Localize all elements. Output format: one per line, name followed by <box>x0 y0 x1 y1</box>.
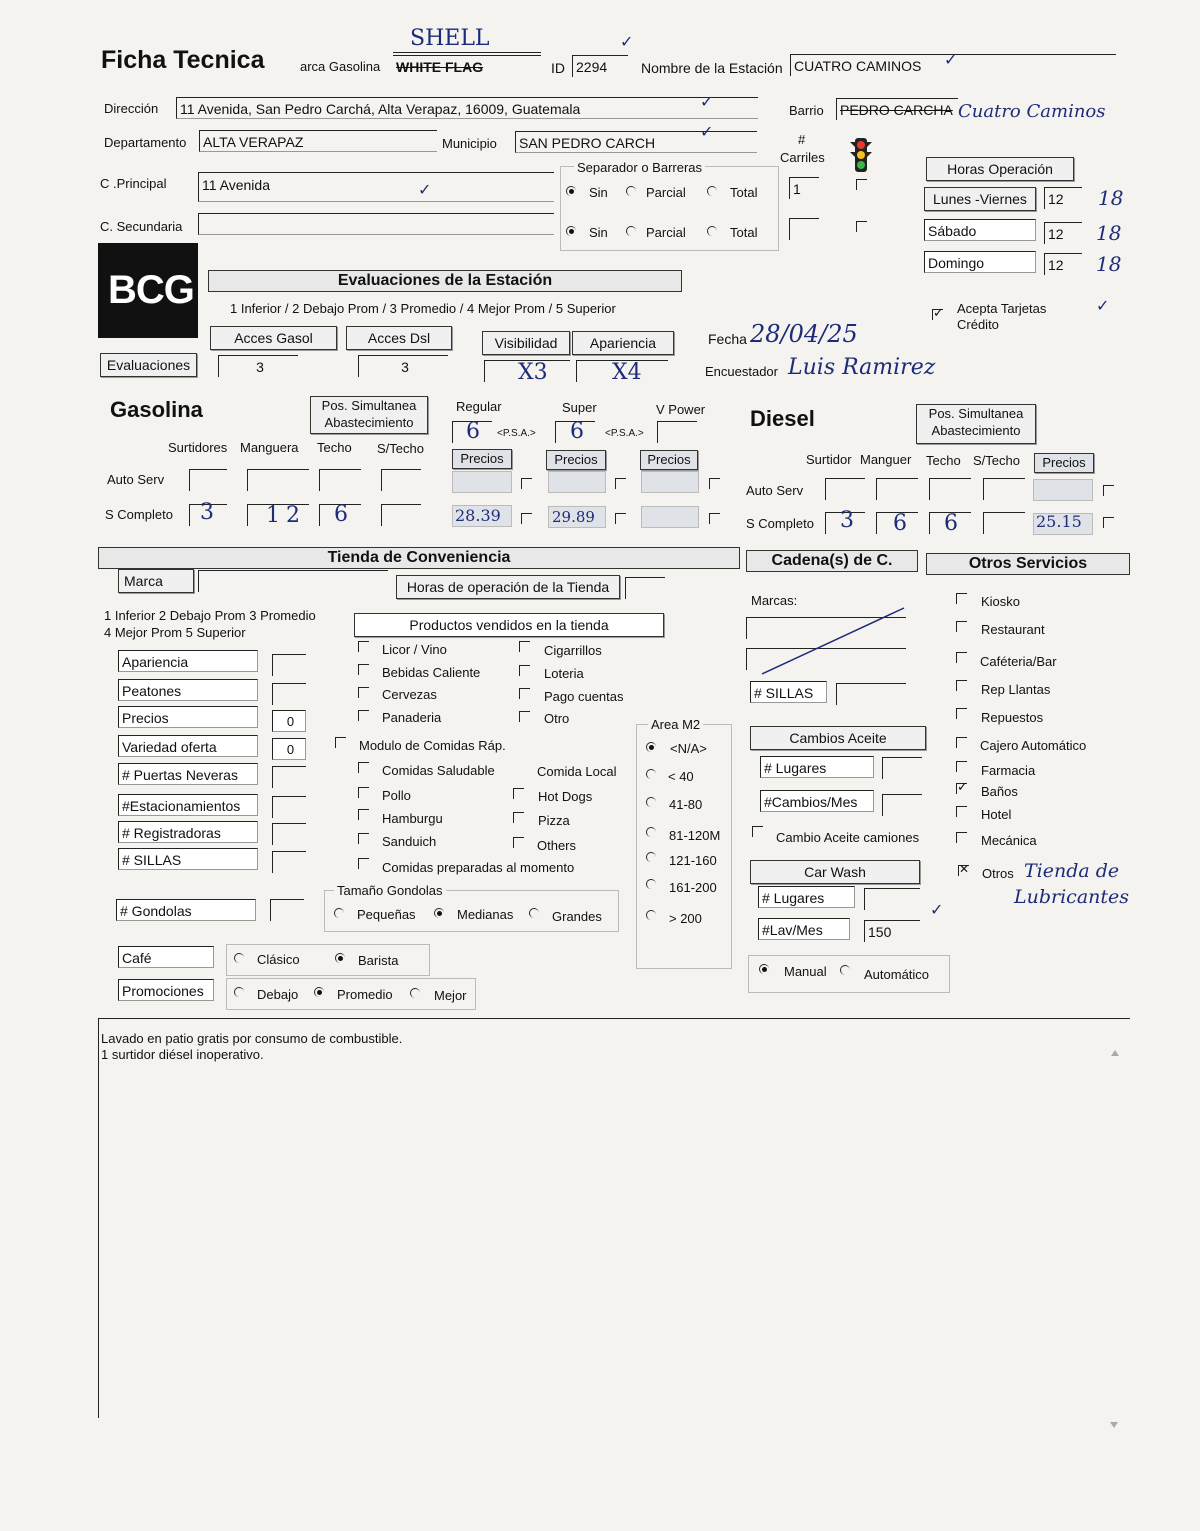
area-81-120-radio[interactable] <box>646 827 656 837</box>
marca-gasolina-field[interactable]: WHITE FLAG <box>393 55 541 77</box>
otros-repuestos-label: Repuestos <box>981 710 1044 725</box>
check-mark-icon: ✓ <box>700 94 714 111</box>
comidas-rapidas-checkbox[interactable] <box>335 737 346 748</box>
direccion-label: Dirección <box>104 101 159 116</box>
fecha-label: Fecha <box>708 331 747 347</box>
notes-scroll-down-icon[interactable] <box>1110 1422 1118 1428</box>
otros-cafeteria-label: Caféteria/Bar <box>980 654 1057 669</box>
area-m2-group <box>636 724 732 969</box>
producto-panaderia-checkbox[interactable] <box>358 710 369 721</box>
comida-preparadas-label: Comidas preparadas al momento <box>382 860 575 875</box>
carwash-manual-label: Manual <box>784 964 827 979</box>
check-mark-icon: ✓ <box>418 182 432 199</box>
cadena-marcas-label: Marcas: <box>751 593 798 608</box>
gas-as-techo-field[interactable] <box>319 469 361 491</box>
c-principal-label: C .Principal <box>100 176 167 191</box>
dsl-sc-checkbox[interactable] <box>1103 517 1114 528</box>
dsl-as-manguer-field[interactable] <box>876 478 918 500</box>
area-m2-title: Area M2 <box>648 717 703 732</box>
gondola-pequenas-label: Pequeñas <box>357 907 416 922</box>
cambios-aceite-header: Cambios Aceite <box>750 726 926 750</box>
otros-farmacia-checkbox[interactable] <box>956 761 967 772</box>
dsl-as-s-techo-field[interactable] <box>983 478 1025 500</box>
gas-sc-s-techo-field[interactable] <box>381 504 421 526</box>
aceite-lugares-field[interactable] <box>882 757 922 779</box>
gas-as-precio-vpower-field[interactable] <box>641 471 699 493</box>
cadena-sillas-label: # SILLAS <box>750 681 827 703</box>
comida-local-label: Comida Local <box>537 764 617 779</box>
gasolina-col-techo: Techo <box>317 440 352 455</box>
dsl-as-surtidor-field[interactable] <box>825 478 865 500</box>
rating-peatones-label: Peatones <box>118 679 258 701</box>
dsl-sc-s-techo-field[interactable] <box>983 512 1025 534</box>
acces-gasol-label: Acces Gasol <box>210 326 337 350</box>
car-wash-header: Car Wash <box>750 860 920 884</box>
regular-label: Regular <box>456 399 502 414</box>
vpower-psa-field[interactable] <box>657 421 697 443</box>
marca-gasolina-handwritten: SHELL <box>410 26 490 51</box>
encuestador-label: Encuestador <box>705 364 778 379</box>
comida-hamburgu-checkbox[interactable] <box>358 809 369 820</box>
horas-lunes-handwritten: 18 <box>1098 186 1124 210</box>
gas-as-manguera-field[interactable] <box>247 469 309 491</box>
id-label: ID <box>551 60 565 76</box>
carwash-automatico-label: Automático <box>864 967 930 982</box>
carriles-label: Carriles <box>780 150 825 165</box>
direccion-field[interactable]: 11 Avenida, San Pedro Carchá, Alta Verapaz, 16009, Guatemala <box>176 97 758 119</box>
notes-line1: Lavado en patio gratis por consumo de combustible. <box>101 1031 403 1046</box>
comida-preparadas-checkbox[interactable] <box>358 858 369 869</box>
producto-cervezas-checkbox[interactable] <box>358 687 369 698</box>
producto-otro-checkbox[interactable] <box>519 711 530 722</box>
gas-as-precio-regular-field[interactable] <box>452 471 512 493</box>
gas-as-precio-super-field[interactable] <box>548 471 606 493</box>
separador-title: Separador o Barreras <box>574 160 705 175</box>
separador-row1-total-label: Total <box>730 185 758 200</box>
producto-loteria-label: Loteria <box>544 666 584 681</box>
nombre-estacion-label: Nombre de la Estación <box>641 60 783 76</box>
otros-otros-checkbox[interactable] <box>958 865 969 876</box>
vpower-label: V Power <box>656 402 706 417</box>
carriles-row2-checkbox[interactable] <box>856 221 867 232</box>
diesel-precios-label: Precios <box>1034 453 1094 473</box>
carriles-row1-checkbox[interactable] <box>856 179 867 190</box>
cafe-clasico-radio[interactable] <box>234 953 244 963</box>
dsl-sc-techo-handwritten: 6 <box>944 511 958 536</box>
area-121-160-radio[interactable] <box>646 852 656 862</box>
comida-hamburgu-label: Hamburgu <box>382 811 443 826</box>
promociones-label: Promociones <box>118 979 214 1001</box>
comidas-rapidas-label: Modulo de Comidas Ráp. <box>359 738 506 753</box>
notes-line2: 1 surtidor diésel inoperativo. <box>101 1047 264 1062</box>
aceite-camiones-label: Cambio Aceite camiones <box>776 830 920 845</box>
otros-cafeteria-checkbox[interactable] <box>956 652 967 663</box>
area-na-radio[interactable] <box>646 742 656 752</box>
diesel-col-s-techo: S/Techo <box>973 453 1020 468</box>
comida-others-label: Others <box>537 838 577 853</box>
barrio-field[interactable]: PEDRO CARCHA <box>836 98 958 120</box>
bcg-logo-text: BCG <box>108 268 194 312</box>
apariencia-label: Apariencia <box>572 331 674 355</box>
horas-lunes-label: Lunes -Viernes <box>924 187 1036 211</box>
area-161-200-radio[interactable] <box>646 879 656 889</box>
horas-sabado-label: Sábado <box>924 219 1036 241</box>
horas-sabado-field[interactable]: 12 <box>1044 222 1082 244</box>
gas-sc-regular-checkbox[interactable] <box>521 513 532 524</box>
gondolas-count-label: # Gondolas <box>116 899 256 921</box>
barrio-label: Barrio <box>789 103 824 118</box>
diesel-s-completo-label: S Completo <box>746 516 814 531</box>
gas-sc-manguera-handwritten: 12 <box>266 503 306 528</box>
acepta-tarjetas-label: Acepta Tarjetas Crédito <box>957 301 1047 332</box>
diesel-title: Diesel <box>750 406 815 431</box>
cafe-clasico-label: Clásico <box>257 952 300 967</box>
fecha-handwritten: 28/04/25 <box>750 320 858 348</box>
otros-otros-label: Otros <box>982 866 1014 881</box>
departamento-field[interactable]: ALTA VERAPAZ <box>199 130 437 152</box>
dsl-as-techo-field[interactable] <box>929 478 971 500</box>
super-psa-marker: <P.S.A.> <box>605 428 644 439</box>
cadena-header: Cadena(s) de C. <box>746 550 918 572</box>
rating-puertas-field[interactable] <box>272 766 306 788</box>
gas-sc-vpower-checkbox[interactable] <box>709 513 720 524</box>
gasolina-precios-regular-label: Precios <box>452 449 512 469</box>
rating-sillas-label: # SILLAS <box>118 848 258 870</box>
separador-row1-sin-label: Sin <box>589 185 608 200</box>
area-41-80-label: 41-80 <box>669 797 703 812</box>
aceite-camiones-checkbox[interactable] <box>752 826 763 837</box>
evaluaciones-row-label: Evaluaciones <box>100 353 197 377</box>
municipio-label: Municipio <box>442 136 497 151</box>
gasolina-precios-super-label: Precios <box>546 450 606 470</box>
gas-sc-precio-super-handwritten: 29.89 <box>552 508 595 526</box>
cafe-barista-radio[interactable] <box>335 953 345 963</box>
rating-sillas-field[interactable] <box>272 851 306 873</box>
separador-row1-total-radio[interactable] <box>707 186 717 196</box>
otros-kiosko-checkbox[interactable] <box>956 593 967 604</box>
area-81-120-label: 81-120M <box>669 828 721 843</box>
tienda-scale-line1: 1 Inferior 2 Debajo Prom 3 Promedio <box>104 608 316 623</box>
horas-domingo-label: Domingo <box>924 251 1036 273</box>
gasolina-title: Gasolina <box>110 397 203 422</box>
diesel-col-manguer: Manguer <box>860 452 912 467</box>
visibilidad-label: Visibilidad <box>482 331 570 355</box>
traffic-light-icon <box>848 137 874 174</box>
cadena-strike-mark <box>756 606 908 676</box>
otros-hotel-label: Hotel <box>981 807 1012 822</box>
check-mark-icon: ✓ <box>1096 298 1110 315</box>
id-field[interactable]: 2294 <box>572 55 628 77</box>
gasolina-col-manguera: Manguera <box>240 440 299 455</box>
acepta-tarjetas-checkbox[interactable] <box>932 309 943 320</box>
rating-registradoras-label: # Registradoras <box>118 821 258 843</box>
otros-restaurant-label: Restaurant <box>981 622 1045 637</box>
rating-variedad-field[interactable]: 0 <box>272 738 306 760</box>
diesel-col-techo: Techo <box>926 453 961 468</box>
otros-farmacia-label: Farmacia <box>981 763 1036 778</box>
aceite-cambios-field[interactable] <box>882 794 922 816</box>
otros-rep-llantas-checkbox[interactable] <box>956 680 967 691</box>
dsl-as-precio-field[interactable] <box>1033 479 1093 501</box>
gas-as-super-checkbox[interactable] <box>615 478 626 489</box>
gas-as-vpower-checkbox[interactable] <box>709 478 720 489</box>
tienda-marca-field[interactable] <box>198 570 388 592</box>
gasolina-col-surtidores: Surtidores <box>168 440 228 455</box>
promo-promedio-radio[interactable] <box>314 987 324 997</box>
gondola-grandes-label: Grandes <box>552 909 602 924</box>
carwash-manual-radio[interactable] <box>759 964 769 974</box>
otros-restaurant-checkbox[interactable] <box>956 621 967 632</box>
gas-as-s-techo-field[interactable] <box>381 469 421 491</box>
comida-saludable-checkbox[interactable] <box>358 762 369 773</box>
gas-sc-techo-handwritten: 6 <box>334 502 348 527</box>
acces-dsl-field[interactable]: 3 <box>358 355 448 377</box>
otros-mecanica-label: Mecánica <box>981 833 1037 848</box>
gasolina-auto-serv-label: Auto Serv <box>107 472 165 487</box>
area-121-160-label: 121-160 <box>669 853 717 868</box>
producto-licor-label: Licor / Vino <box>382 642 447 657</box>
carwash-lav-label: #Lav/Mes <box>758 918 850 940</box>
separador-row2-total-radio[interactable] <box>707 226 717 236</box>
otros-handwritten-line2: Lubricantes <box>1014 886 1130 908</box>
producto-panaderia-label: Panaderia <box>382 710 442 725</box>
producto-bebidas-checkbox[interactable] <box>358 664 369 675</box>
separador-row1-parcial-label: Parcial <box>646 185 686 200</box>
comida-pollo-label: Pollo <box>382 788 411 803</box>
municipio-field[interactable]: SAN PEDRO CARCH <box>515 131 757 153</box>
rating-apariencia-label: Apariencia <box>118 650 258 672</box>
dsl-sc-precio-handwritten: 25.15 <box>1036 512 1082 531</box>
gasolina-pos-simultanea-label: Pos. Simultanea Abastecimiento <box>310 396 428 434</box>
otros-kiosko-label: Kiosko <box>981 594 1021 609</box>
apariencia-handwritten: X4 <box>612 360 642 385</box>
encuestador-handwritten: Luis Ramirez <box>788 355 936 380</box>
rating-apariencia-field[interactable] <box>272 654 306 676</box>
otros-mecanica-checkbox[interactable] <box>956 832 967 843</box>
comida-sanduich-label: Sanduich <box>382 834 437 849</box>
area-gt200-label: > 200 <box>669 911 702 926</box>
marca-gasolina-label: arca Gasolina <box>300 59 381 74</box>
separador-row2-total-label: Total <box>730 225 758 240</box>
otros-banos-checkbox[interactable] <box>956 783 967 794</box>
comida-pizza-checkbox[interactable] <box>513 812 524 823</box>
gas-as-regular-checkbox[interactable] <box>521 478 532 489</box>
gondolas-size-title: Tamaño Gondolas <box>334 883 446 898</box>
comida-hotdogs-label: Hot Dogs <box>538 789 593 804</box>
horas-operacion-header: Horas Operación <box>926 157 1074 181</box>
check-mark-icon: ✓ <box>930 902 944 919</box>
departamento-label: Departamento <box>104 135 187 150</box>
otros-cajero-label: Cajero Automático <box>980 738 1087 753</box>
diesel-pos-simultanea-label: Pos. Simultanea Abastecimiento <box>916 404 1036 444</box>
promo-debajo-radio[interactable] <box>234 987 244 997</box>
marca-underline <box>393 52 541 53</box>
notes-area[interactable] <box>98 1018 1130 1418</box>
producto-loteria-checkbox[interactable] <box>519 665 530 676</box>
separador-row2-sin-radio[interactable] <box>566 226 576 236</box>
otros-rep-llantas-label: Rep Llantas <box>981 682 1051 697</box>
carriles-hash: # <box>798 132 806 147</box>
rating-puertas-label: # Puertas Neveras <box>118 763 258 785</box>
carwash-lav-field[interactable]: 150 <box>864 920 920 942</box>
regular-psa-handwritten: 6 <box>466 419 480 444</box>
gondola-medianas-label: Medianas <box>457 907 514 922</box>
separador-row1-sin-radio[interactable] <box>566 186 576 196</box>
separador-row1-parcial-radio[interactable] <box>626 186 636 196</box>
gondola-medianas-radio[interactable] <box>434 908 444 918</box>
comida-hotdogs-checkbox[interactable] <box>513 788 524 799</box>
rating-variedad-label: Variedad oferta <box>118 735 258 757</box>
separador-row2-parcial-radio[interactable] <box>626 226 636 236</box>
producto-cigarrillos-checkbox[interactable] <box>519 641 530 652</box>
comida-sanduich-checkbox[interactable] <box>358 833 369 844</box>
acces-gasol-field[interactable]: 3 <box>218 355 298 377</box>
carwash-lugares-label: # Lugares <box>758 886 855 908</box>
horas-domingo-field[interactable]: 12 <box>1044 253 1082 275</box>
area-41-80-radio[interactable] <box>646 797 656 807</box>
nombre-estacion-field[interactable]: CUATRO CAMINOS <box>790 54 1116 76</box>
gas-sc-precio-vpower-field[interactable] <box>641 506 699 528</box>
cafe-label: Café <box>118 946 214 968</box>
comida-pollo-checkbox[interactable] <box>358 787 369 798</box>
gas-sc-precio-regular-handwritten: 28.39 <box>455 506 501 525</box>
aceite-lugares-label: # Lugares <box>760 756 874 778</box>
tienda-header: Tienda de Conveniencia <box>98 547 740 569</box>
diesel-col-surtidor: Surtidor <box>806 452 852 467</box>
aceite-cambios-label: #Cambios/Mes <box>760 790 874 812</box>
tienda-horas-field[interactable] <box>625 577 665 599</box>
otros-repuestos-checkbox[interactable] <box>956 708 967 719</box>
acces-dsl-label: Acces Dsl <box>346 326 452 350</box>
otros-servicios-header: Otros Servicios <box>926 553 1130 575</box>
otros-cajero-checkbox[interactable] <box>956 737 967 748</box>
super-psa-handwritten: 6 <box>570 419 584 444</box>
carriles-row1-field[interactable]: 1 <box>789 177 819 199</box>
c-secundaria-label: C. Secundaria <box>100 219 183 234</box>
productos-header: Productos vendidos en la tienda <box>354 613 664 637</box>
evaluaciones-scale: 1 Inferior / 2 Debajo Prom / 3 Promedio / 4 Mejor Prom / 5 Superior <box>230 301 616 316</box>
carriles-row2-field[interactable] <box>789 218 819 240</box>
dsl-sc-manguer-handwritten: 6 <box>893 511 907 536</box>
rating-registradoras-field[interactable] <box>272 823 306 845</box>
barrio-handwritten: Cuatro Caminos <box>958 101 1106 122</box>
rating-estacionamientos-field[interactable] <box>272 796 306 818</box>
comida-pizza-label: Pizza <box>538 813 570 828</box>
rating-peatones-field[interactable] <box>272 683 306 705</box>
carwash-lugares-field[interactable] <box>864 888 920 910</box>
producto-licor-checkbox[interactable] <box>358 641 369 652</box>
separador-row2-parcial-label: Parcial <box>646 225 686 240</box>
check-mark-icon: ✓ <box>700 124 714 141</box>
gas-as-surtidores-field[interactable] <box>189 469 227 491</box>
form-title: Ficha Tecnica <box>101 46 265 74</box>
promo-mejor-label: Mejor <box>434 988 467 1003</box>
otros-banos-label: Baños <box>981 784 1018 799</box>
diesel-auto-serv-label: Auto Serv <box>746 483 804 498</box>
otros-hotel-checkbox[interactable] <box>956 806 967 817</box>
producto-bebidas-label: Bebidas Caliente <box>382 665 481 680</box>
producto-pago-cuentas-checkbox[interactable] <box>519 688 530 699</box>
comida-saludable-label: Comidas Saludable <box>382 763 495 778</box>
horas-domingo-handwritten: 18 <box>1096 252 1122 276</box>
producto-otro-label: Otro <box>544 711 570 726</box>
promo-mejor-radio[interactable] <box>410 988 420 998</box>
cafe-barista-label: Barista <box>358 953 399 968</box>
horas-sabado-handwritten: 18 <box>1096 221 1122 245</box>
gasolina-s-completo-label: S Completo <box>105 507 173 522</box>
gondola-grandes-radio[interactable] <box>529 908 539 918</box>
check-mark-icon: ✓ <box>620 34 634 51</box>
tienda-horas-label: Horas de operación de la Tienda <box>396 575 620 599</box>
gas-sc-surtidores-handwritten: 3 <box>200 500 214 525</box>
c-secundaria-field[interactable] <box>198 213 554 235</box>
visibilidad-handwritten: X3 <box>518 360 548 385</box>
separador-row2-sin-label: Sin <box>589 225 608 240</box>
producto-pago-cuentas-label: Pago cuentas <box>544 689 624 704</box>
horas-lunes-field[interactable]: 12 <box>1044 187 1082 209</box>
area-gt200-radio[interactable] <box>646 910 656 920</box>
c-principal-field[interactable]: 11 Avenida <box>198 172 554 202</box>
gasolina-col-s-techo: S/Techo <box>377 441 424 456</box>
gondola-pequenas-radio[interactable] <box>334 908 344 918</box>
evaluaciones-header: Evaluaciones de la Estación <box>208 270 682 292</box>
gasolina-precios-vpower-label: Precios <box>640 450 698 470</box>
tienda-scale-line2: 4 Mejor Prom 5 Superior <box>104 625 246 640</box>
area-lt40-label: < 40 <box>668 769 694 784</box>
cadena-sillas-field[interactable] <box>836 683 906 705</box>
comida-others-checkbox[interactable] <box>513 837 524 848</box>
check-mark-icon: ✓ <box>944 52 958 69</box>
rating-precios-label: Precios <box>118 706 258 728</box>
dsl-as-checkbox[interactable] <box>1103 485 1114 496</box>
super-label: Super <box>562 400 597 415</box>
rating-precios-field[interactable]: 0 <box>272 710 306 732</box>
promo-debajo-label: Debajo <box>257 987 299 1002</box>
area-na-label: <N/A> <box>670 741 707 756</box>
tienda-marca-label: Marca <box>118 569 194 593</box>
area-161-200-label: 161-200 <box>669 880 717 895</box>
rating-estacionamientos-label: #Estacionamientos <box>118 794 258 816</box>
carwash-automatico-radio[interactable] <box>840 965 850 975</box>
producto-cervezas-label: Cervezas <box>382 687 437 702</box>
dsl-sc-surtidor-handwritten: 3 <box>840 508 854 533</box>
gondolas-count-field[interactable] <box>270 899 304 921</box>
producto-cigarrillos-label: Cigarrillos <box>544 643 602 658</box>
area-lt40-radio[interactable] <box>646 769 656 779</box>
gas-sc-super-checkbox[interactable] <box>615 513 626 524</box>
notes-scroll-up-icon[interactable] <box>1111 1050 1119 1056</box>
regular-psa-marker: <P.S.A.> <box>497 428 536 439</box>
otros-handwritten-line1: Tienda de <box>1024 860 1120 882</box>
promo-promedio-label: Promedio <box>337 987 393 1002</box>
